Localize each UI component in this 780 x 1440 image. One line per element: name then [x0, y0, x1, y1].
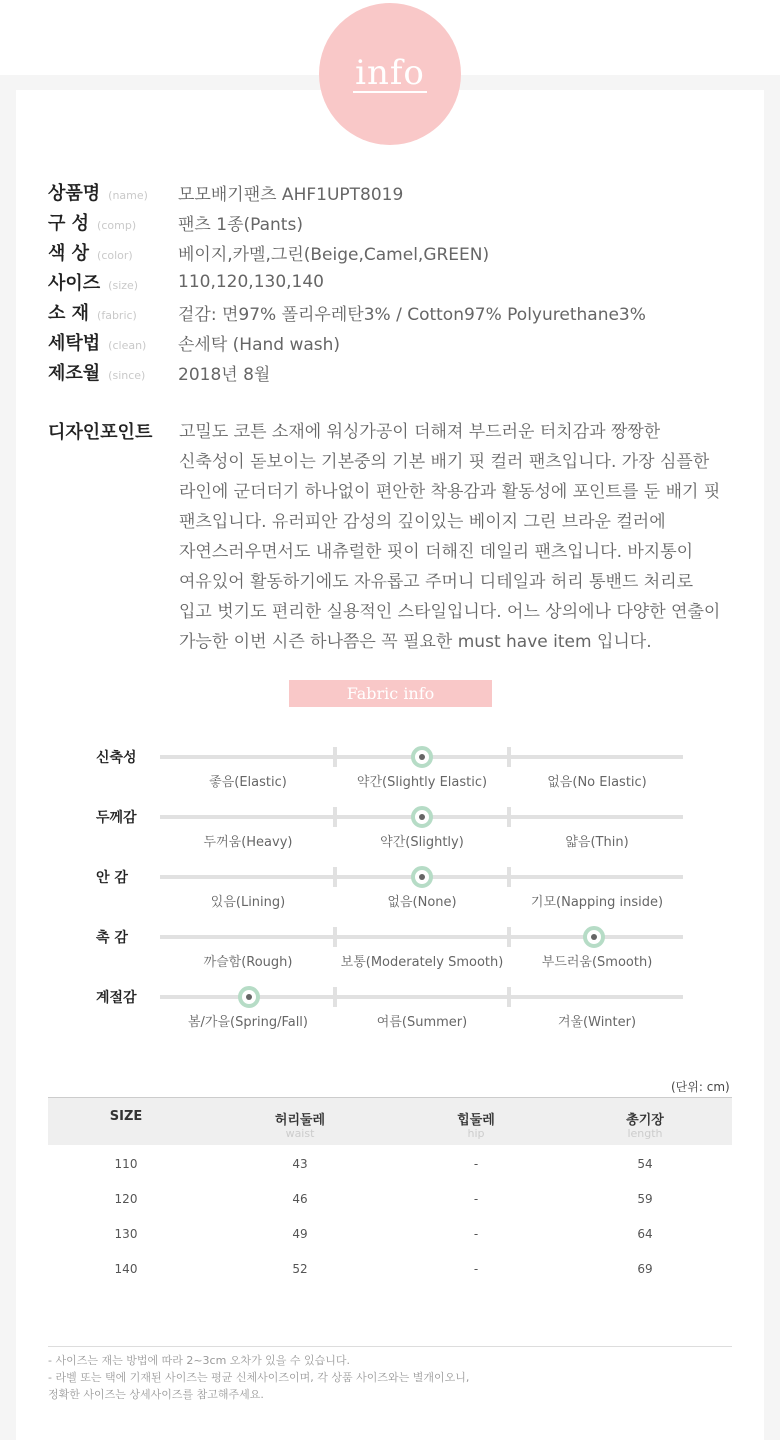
fabric-option: 없음(No Elastic) [547, 775, 647, 790]
fabric-option: 부드러움(Smooth) [541, 955, 653, 970]
info-row [48, 177, 403, 207]
design-point-line: 팬츠입니다. 유러피안 감성의 깊이있는 베이지 그린 브라운 컬러에 [179, 512, 666, 532]
size-table-header-cell [626, 1109, 664, 1140]
table-cell: 52 [292, 1262, 308, 1276]
fabric-option: 까슬함(Rough) [203, 955, 293, 970]
table-row [48, 1192, 732, 1212]
table-cell: 69 [637, 1262, 653, 1276]
info-key [48, 269, 178, 295]
size-table-header-cell [275, 1109, 325, 1140]
fabric-option: 기모(Napping inside) [530, 895, 664, 910]
fabric-tick [507, 867, 511, 887]
design-point-text [179, 417, 779, 657]
fabric-option: 겨울(Winter) [557, 1015, 637, 1030]
table-cell: - [473, 1157, 479, 1171]
fabric-tick [333, 987, 337, 1007]
size-table-header-cell [110, 1109, 143, 1123]
table-cell: 110 [114, 1157, 138, 1171]
table-cell: 46 [292, 1192, 308, 1206]
info-key [48, 179, 178, 205]
size-table-header [48, 1097, 732, 1145]
fabric-option: 없음(None) [387, 895, 457, 910]
header-label: 힙둘레 [457, 1113, 495, 1128]
info-row [48, 327, 340, 357]
design-point-line: 신축성이 돋보이는 기본중의 기본 배기 핏 컬러 팬츠입니다. 가장 심플한 [179, 452, 710, 472]
info-key [48, 359, 178, 385]
fabric-option: 보통(Moderately Smooth) [340, 955, 504, 970]
fabric-info-title: Fabric info [289, 680, 492, 707]
size-unit: (단위: cm) [671, 1080, 730, 1094]
design-point-label: 디자인포인트 [48, 422, 153, 443]
fabric-option: 얇음(Thin) [565, 835, 629, 850]
fabric-tick [507, 987, 511, 1007]
fabric-tick [333, 807, 337, 827]
info-value: 베이지,카멜,그린(Beige,Camel,GREEN) [178, 244, 490, 265]
info-label: 구 성 [48, 213, 90, 234]
info-label: 제조월 [48, 363, 101, 384]
design-point-line: 입고 벗기도 편리한 실용적인 스타일입니다. 어느 상의에나 다양한 연출이 [179, 602, 721, 622]
design-point-line: 여유있어 활동하기에도 자유롭고 주머니 디테일과 허리 통밴드 처리로 [179, 572, 694, 592]
fabric-row-label: 촉 감 [96, 930, 128, 946]
notes-divider [48, 1346, 732, 1347]
fabric-tick [507, 747, 511, 767]
info-label: 상품명 [48, 183, 101, 204]
info-row [48, 357, 270, 387]
table-cell: 140 [114, 1262, 138, 1276]
header-label-en: waist [285, 1127, 315, 1140]
fabric-option: 좋음(Elastic) [209, 775, 287, 790]
info-label-en: (since) [108, 369, 146, 382]
fabric-row-label: 신축성 [96, 750, 137, 766]
info-badge-text: info [355, 53, 425, 93]
fabric-option: 봄/가을(Spring/Fall) [187, 1015, 309, 1030]
design-point-line: 고밀도 코튼 소재에 워싱가공이 더해져 부드러운 터치감과 짱짱한 [179, 422, 661, 442]
header-label: 총기장 [626, 1113, 664, 1128]
table-cell: 54 [637, 1157, 653, 1171]
note-line: 정확한 사이즈는 상세사이즈를 참고해주세요. [48, 1388, 264, 1401]
design-point-line: 자연스러우면서도 내츄럴한 핏이 더해진 데일리 팬츠입니다. 바지통이 [179, 542, 694, 562]
info-key [48, 299, 178, 325]
info-label-en: (fabric) [97, 309, 137, 322]
table-cell: - [473, 1262, 479, 1276]
info-label: 사이즈 [48, 273, 101, 294]
fabric-row-label: 안 감 [96, 870, 128, 886]
fabric-level-marker [411, 806, 433, 828]
info-value: 모모배기팬츠 AHF1UPT8019 [178, 184, 404, 205]
table-row [48, 1227, 732, 1247]
size-notes [48, 1352, 469, 1403]
table-cell: 49 [292, 1227, 308, 1241]
design-point-line: 가능한 이번 시즌 하나쯤은 꼭 필요한 must have item 입니다. [179, 632, 652, 652]
fabric-option: 약간(Slightly Elastic) [356, 775, 488, 790]
info-value: 손세탁 (Hand wash) [178, 334, 341, 355]
table-cell: 130 [114, 1227, 138, 1241]
fabric-row-label: 계절감 [96, 990, 137, 1006]
table-row [48, 1157, 732, 1177]
fabric-level-marker [411, 866, 433, 888]
table-cell: 43 [292, 1157, 308, 1171]
info-key [48, 329, 178, 355]
fabric-row [0, 990, 780, 1057]
table-cell: 64 [637, 1227, 653, 1241]
header-label: 허리둘레 [274, 1113, 326, 1128]
fabric-option: 약간(Slightly) [380, 835, 464, 850]
info-row [48, 207, 303, 237]
info-label-en: (comp) [97, 219, 137, 232]
info-value: 팬츠 1종(Pants) [178, 214, 303, 235]
table-row [48, 1262, 732, 1282]
info-label-en: (name) [108, 189, 148, 202]
info-value: 110,120,130,140 [178, 272, 325, 292]
header-label-en: length [627, 1127, 663, 1140]
fabric-tick [333, 927, 337, 947]
table-cell: 120 [114, 1192, 138, 1206]
fabric-level-marker [411, 746, 433, 768]
fabric-level-marker [583, 926, 605, 948]
info-label: 소 재 [48, 303, 90, 324]
table-cell: 59 [637, 1192, 653, 1206]
note-line: - 사이즈는 재는 방법에 따라 2~3cm 오차가 있을 수 있습니다. [48, 1354, 351, 1367]
info-label-en: (color) [97, 249, 133, 262]
info-label-en: (clean) [108, 339, 147, 352]
info-label: 세탁법 [48, 333, 101, 354]
fabric-tick [507, 927, 511, 947]
fabric-tick [333, 747, 337, 767]
table-cell: - [473, 1192, 479, 1206]
design-point-line: 라인에 군더더기 하나없이 편안한 착용감과 활동성에 포인트를 둔 배기 핏 [179, 482, 721, 502]
info-row [48, 297, 646, 327]
header-label-en: hip [467, 1127, 485, 1140]
info-value: 겉감: 면97% 폴리우레탄3% / Cotton97% Polyurethane3% [178, 304, 646, 325]
fabric-tick [507, 807, 511, 827]
fabric-option: 있음(Lining) [210, 895, 286, 910]
info-row [48, 237, 489, 267]
fabric-option: 두꺼움(Heavy) [203, 835, 293, 850]
fabric-tick [333, 867, 337, 887]
table-cell: - [473, 1227, 479, 1241]
fabric-option: 여름(Summer) [376, 1015, 468, 1030]
fabric-level-marker [238, 986, 260, 1008]
note-line: - 라벨 또는 택에 기재된 사이즈는 평균 신체사이즈이며, 각 상품 사이즈와는 별개이오니, [48, 1371, 470, 1384]
header-label: SIZE [109, 1109, 143, 1124]
size-table-header-cell [457, 1109, 495, 1140]
info-key [48, 239, 178, 265]
info-label-en: (size) [108, 279, 139, 292]
fabric-row-label: 두께감 [96, 810, 137, 826]
info-badge [319, 3, 461, 145]
info-key [48, 209, 178, 235]
info-row [48, 267, 324, 297]
info-label: 색 상 [48, 243, 90, 264]
info-value: 2018년 8월 [178, 364, 271, 385]
